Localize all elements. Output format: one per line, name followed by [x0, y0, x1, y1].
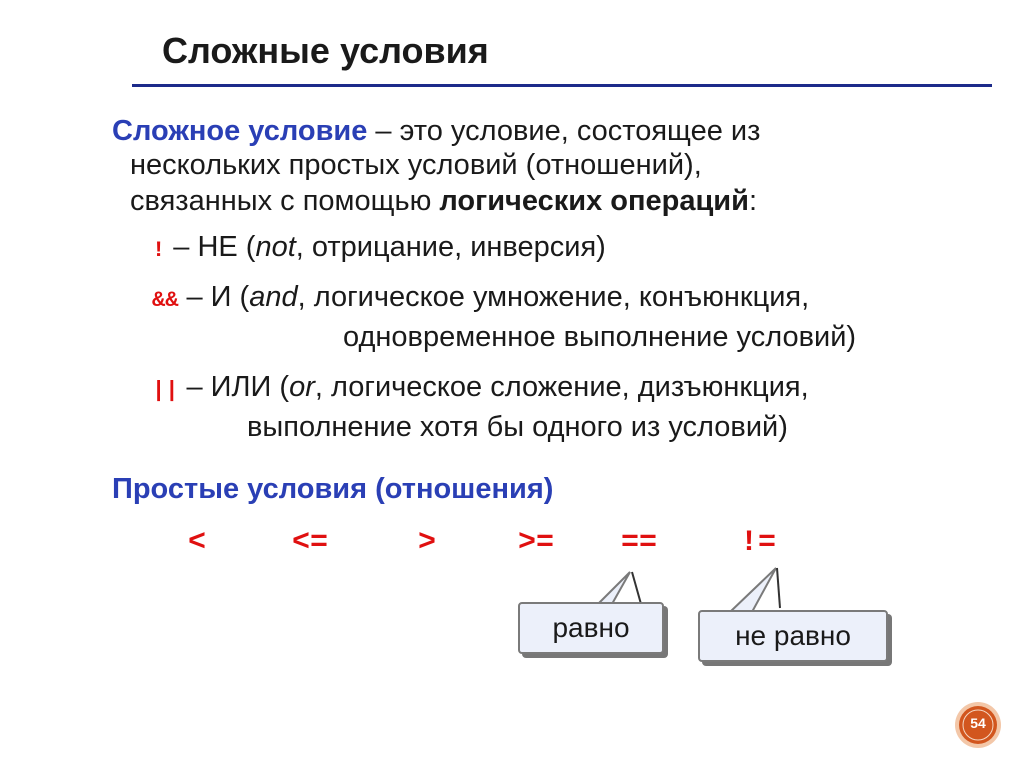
definition-line-1: [112, 112, 760, 150]
operator-symbol: ||: [152, 378, 179, 403]
operation-description: , отрицание, инверсия): [295, 231, 606, 263]
callout-pointer-equal: [632, 572, 641, 604]
definition-term: Сложное условие: [112, 115, 368, 147]
relation-less: <: [188, 526, 207, 560]
logical-operations-term: логических операций: [439, 185, 749, 217]
definition-line-3-pre: связанных с помощью: [130, 185, 440, 217]
definition-line-3: [130, 182, 757, 220]
callout-tail-not-equal: [730, 568, 776, 612]
operation-or-continuation: выполнение хотя бы одного из условий): [247, 411, 788, 443]
operation-english: or: [289, 371, 315, 403]
operation-label: – ИЛИ (: [178, 371, 290, 403]
operation-english: not: [255, 231, 296, 263]
operation-and: [152, 278, 809, 320]
page-number: 54: [970, 715, 986, 731]
operator-symbol: !: [152, 238, 166, 263]
operation-not: [152, 228, 606, 270]
callout-not-equal: не равно: [698, 610, 888, 662]
definition-line-1-rest: – это условие, состоящее из: [367, 115, 761, 147]
callout-pointer-not-equal: [777, 568, 780, 608]
operation-label: – И (: [178, 281, 250, 313]
simple-conditions-heading: Простые условия (отношения): [112, 473, 554, 505]
definition-line-3-post: :: [748, 185, 758, 217]
operation-english: and: [249, 281, 298, 313]
callout-equal: равно: [518, 602, 664, 654]
operation-and-continuation: одновременное выполнение условий): [343, 321, 857, 353]
relation-not-equal: !=: [740, 526, 777, 560]
relation-equal: ==: [621, 526, 658, 560]
operation-or: [152, 368, 809, 410]
relation-greater: >: [418, 526, 437, 560]
relation-greater-equal: >=: [518, 526, 555, 560]
relation-less-equal: <=: [292, 526, 329, 560]
title-underline: [132, 84, 992, 87]
operation-description: , логическое умножение, конъюнкция,: [297, 281, 810, 313]
operation-description: , логическое сложение, дизъюнкция,: [314, 371, 809, 403]
definition-line-2: нескольких простых условий (отношений),: [130, 149, 702, 181]
operator-symbol: &&: [152, 288, 179, 313]
slide-title: Сложные условия: [162, 30, 489, 71]
callout-tail-equal: [598, 572, 630, 604]
operation-label: – НЕ (: [165, 231, 256, 263]
